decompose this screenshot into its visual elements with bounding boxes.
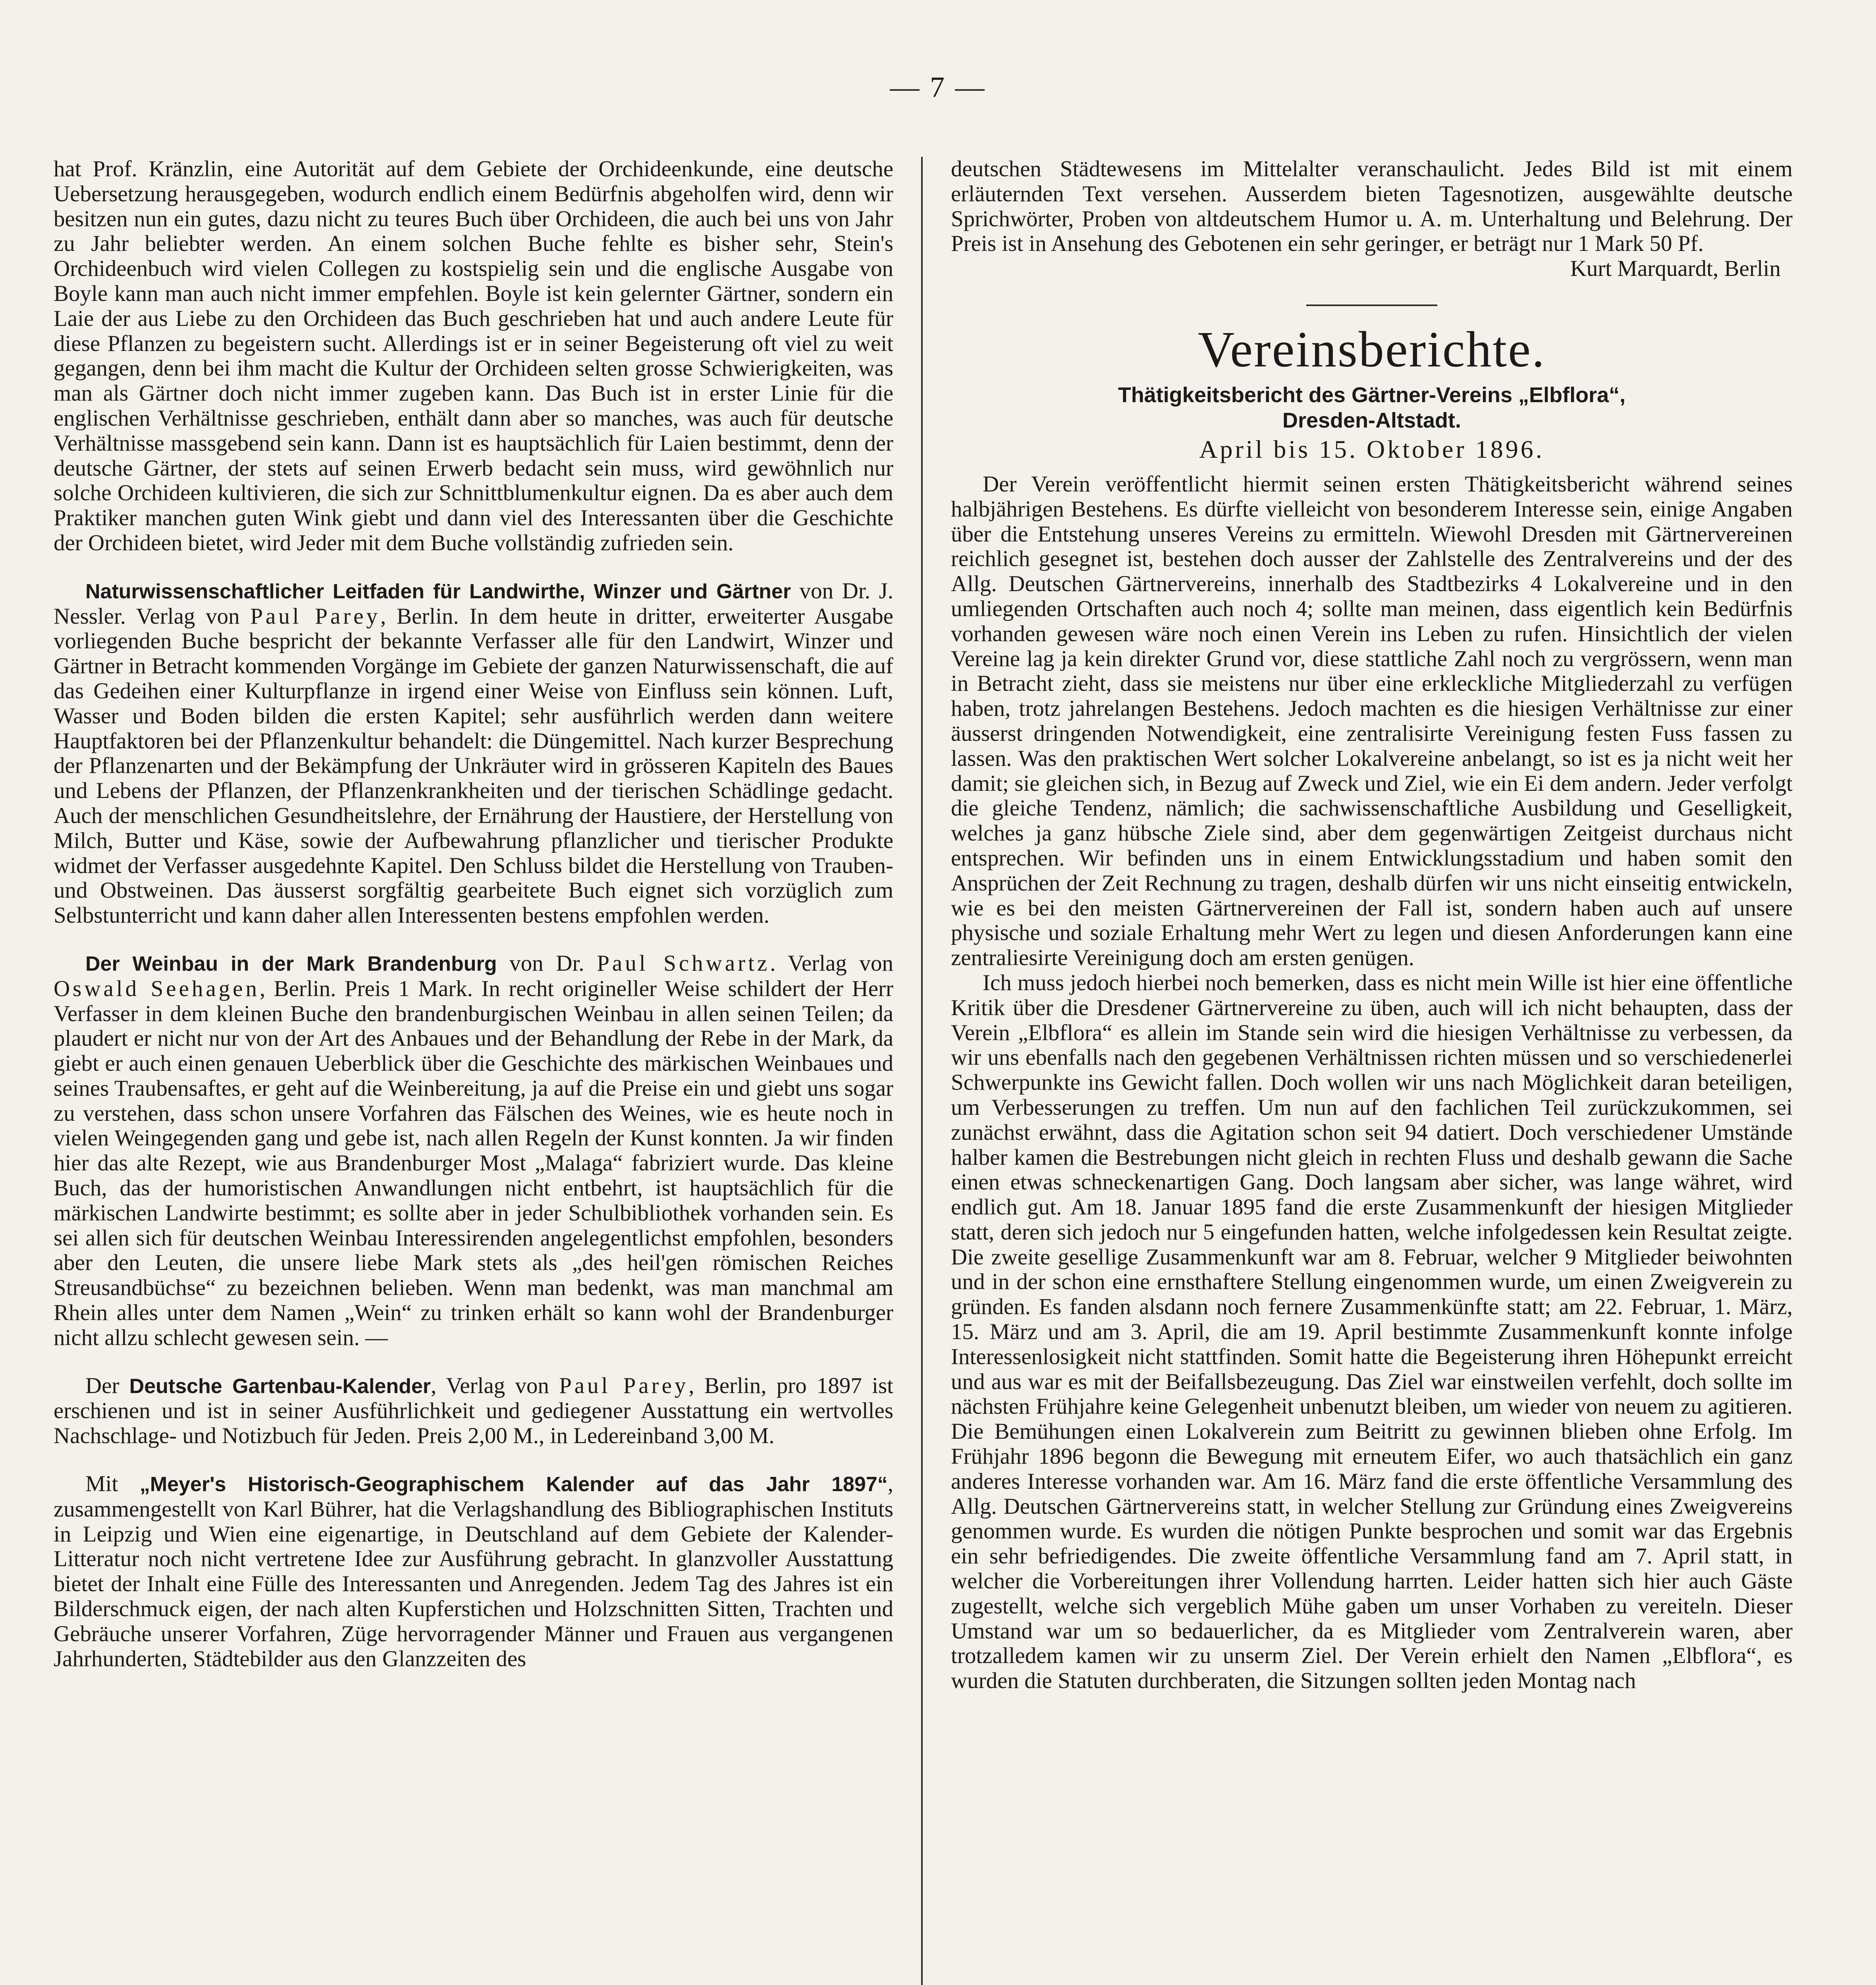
left-column [54, 157, 893, 1985]
review-meyers-title: „Meyer's Historisch-Geographischem Kalender auf das Jahr 1897“ [139, 1473, 888, 1496]
report-paragraph-2: Ich muss jedoch hierbei noch bemerken, dass es nicht mein Wille ist hier eine öffentliche Kritik über die Dresdener Gärtnervereine zu üben, auch will ich nicht behaupten, dass der Verein „Elbflora“ es allein im Stande sein wird die hiesigen Verhältnisse zu verbessen, da wir uns ebenfalls nach den gegebenen Verhältnissen richten müssen und so verschiedenerlei Schwerpunkte ins Gewicht fallen. Doch wollen wir uns nach Möglichkeit daran beteiligen, um Verbesserungen zu treffen. Um nun auf den fachlichen Teil zurückzukommen, sei zunächst erwähnt, dass die Agitation schon seit 94 datiert. Doch verschiedener Umstände halber kamen die Bestrebungen nicht gleich in rechten Fluss und deshalb gewann die Sache einen etwas schneckenartigen Gang. Doch langsam aber sicher, was lange währet, wird endlich gut. Am 18. Januar 1895 fand die erste Zusammenkunft der hiesigen Mitglieder statt, deren sich jedoch nur 5 eingefunden hatten, welche infolgedessen kein Resultat zeigte. Die zweite gesellige Zusammenkunft war am 8. Februar, welcher 9 Mitglieder beiwohnten und in der schon eine ernsthaftere Stellung eingenommen wurde, um einen Zweigverein zu gründen. Es fanden alsdann noch fernere Zusammenkünfte statt; am 22. Februar, 1. März, 15. März und am 3. April, die am 19. April bestimmte Zusammenkunft konnte infolge Interessenlosigkeit nicht stattfinden. Somit hatte die Begeisterung ihren Höhepunkt erreicht und aus war es mit der Beifallsbezeugung. Das Ziel war einstweilen verfehlt, doch sollte im nächsten Frühjahre keine Gelegenheit unbenutzt bleiben, um wieder von neuem zu agitieren. Die Bemühungen einen Lokalverein zum Beitritt zu gewinnen blieben ohne Erfolg. Im Frühjahr 1896 begonn die Bewegung mit erneutem Eifer, wo auch thatsächlich ein ganz anderes Interesse vorhanden war. Am 16. März fand die erste öffentliche Versammlung des Allg. Deutschen Gärtnervereins statt, in welcher Stellung zur Gründung eines Zweigvereins genommen wurde. Es wurden die nötigen Punkte besprochen und somit war das Ergebnis ein sehr befriedigendes. Die zweite öffentliche Versammlung fand am 7. April statt, in welcher die Vorbereitungen ihrer Vollendung harrten. Leider hatten sich hier auch Gäste zugestellt, welche sich vergeblich Mühe gaben um unser Vorhaben zu vereiteln. Dieser Umstand war um so bedauerlicher, da es Mitglieder vom Zentralverein waren, aber trotzalledem kamen wir zu unserm Ziel. Der Verein erhielt den Namen „Elbflora“, es wurden die Statuten durchberaten, die Sitzungen sollten jeden Montag nach [951, 970, 1793, 1694]
review-gartenbau-publisher: Paul Parey [559, 1373, 689, 1398]
report-title-line1: Thätigkeitsbericht des Gärtner-Vereins „Elbflora“, [1118, 383, 1626, 407]
report-title-line2: Dresden-Altstadt. [1282, 408, 1461, 432]
review-weinbau-publisher: Oswald Seehagen [54, 976, 260, 1001]
section-separator [1306, 304, 1437, 306]
review-weinbau-author: Paul Schwartz [597, 950, 770, 976]
review-gartenbau-text: , Berlin, pro 1897 ist erschienen und ist in seiner Ausführlichkeit und gediegener Ausstattung ein wertvolles Nachschlage- und Notizbuch für Jeden. Preis 2,00 M., in Ledereinband 3,00 M. [54, 1373, 893, 1449]
page-number: — 7 — [890, 71, 986, 104]
review-leitfaden-title: Naturwissenschaftlicher Leitfaden für Landwirthe, Winzer und Gärtner [85, 580, 791, 603]
section-title: Vereinsberichte. [1197, 321, 1546, 378]
review-leitfaden-publisher: Paul Parey [250, 603, 381, 629]
review-weinbau-text: , Berlin. Preis 1 Mark. In recht origineller Weise schildert der Herr Verfasser in dem kleinen Buche den brandenburgischen Weinbau in allen seinen Teilen; da plaudert er nicht nur von der Art des Anbaues und der Behandlung der Rebe in der Mark, da giebt er auch einen genauen Ueberblick über die Geschichte des märkischen Weinbaues und seines Traubensaftes, er geht auf die Weinbereitung, ja auf die Preise ein und giebt uns sogar zu verstehen, dass schon unsere Vorfahren das Fälschen des Weines, wie es heute noch in vielen Weingegenden gang und gebe ist, nach allen Regeln der Kunst konnten. Ja wir finden hier das alte Rezept, wie aus Brandenburger Most „Malaga“ fabriziert wurde. Das kleine Buch, das der humoristischen Anwandlungen nicht entbehrt, ist hauptsächlich für die märkischen Landwirte bestimmt; es sollte aber in jeder Schulbibliothek vorhanden sein. Es sei allen sich für deutschen Weinbau Interessirenden angelegentlichst empfohlen, besonders aber den Leuten, die unsere liebe Mark stets als „des heil'gen römischen Reiches Streusandbüchse“ zu bezeichnen belieben. Wenn man bedenkt, was man manchmal am Rhein alles unter dem Namen „Wein“ zu trinken erhält so kann wohl der Brandenburger nicht allzu schlecht gewesen sein. — [54, 976, 893, 1350]
report-dates: April bis 15. Oktober 1896. [1199, 435, 1544, 463]
column-divider [921, 157, 923, 1985]
review-leitfaden-text: , Berlin. In dem heute in dritter, erweiterter Ausgabe vorliegenden Buche bespricht der bekannte Verfasser alle für den Landwirt, Winzer und Gärtner in Betracht kommenden Vorgänge im Gebiete der ganzen Naturwissenschaft, die auf das Gedeihen einer Kulturpflanze in irgend einer Weise von Einfluss sein können. Luft, Wasser und Boden bilden die ersten Kapitel; sehr ausführlich werden dann weitere Hauptfaktoren bei der Pflanzenkultur behandelt: die Düngemittel. Nach kurzer Besprechung der Pflanzenarten und der Bekämpfung der Unkräuter wird in grösseren Kapiteln des Baues und Lebens der Pflanzen, der Pflanzenkrankheiten und der tierischen Schädlinge gedacht. Auch der menschlichen Gesundheitslehre, der Ernährung der Haustiere, der Herstellung von Milch, Butter und Käse, sowie der Aufbewahrung pflanzlicher und tierischer Produkte widmet der Verfasser ausgedehnte Kapitel. Den Schluss bildet die Herstellung von Trauben- und Obstweinen. Das äusserst sorgfältig gearbeitete Buch eignet sich vorzüglich zum Selbstunterricht und kann daher allen Interessenten bestens empfohlen werden. [54, 603, 893, 928]
review-weinbau-by: von Dr. [497, 950, 597, 976]
review-meyers-kalender [54, 1472, 893, 1671]
report-paragraph-1: Der Verein veröffentlicht hiermit seinen ersten Thätigkeitsbericht während seines halbjährigen Bestehens. Es dürfte vielleicht von besonderem Interesse sein, einige Angaben über die Entstehung unseres Vereins zu ermitteln. Wiewohl Dresden mit Gärtnervereinen reichlich gesegnet ist, bestehen doch ausser der Zahlstelle des Zentralvereins und der des Allg. Deutschen Gärtnervereins, innerhalb des Stadtbezirks 4 Lokalvereine und in den umliegenden Ortschaften auch noch 4; sollte man meinen, dass eigentlich kein Bedürfnis vorhanden gewesen wäre noch einen Verein ins Leben zu rufen. Hinsichtlich der vielen Vereine lag ja kein direkter Grund vor, diese stattliche Zahl noch zu vergrössern, wenn man in Betracht zieht, dass sie meistens nur über eine erkleckliche Mitgliederzahl zu verfügen haben, trotz jahrelangen Bestehens. Jedoch machten es die hiesigen Verhältnisse zur einer äusserst dringenden Notwendigkeit, eine zentralisirte Vereinigung festen Fuss fassen zu lassen. Was den praktischen Wert solcher Lokalvereine anbelangt, so ist es ja nicht weit her damit; sie gleichen sich, in Bezug auf Zweck und Ziel, wie ein Ei dem andern. Jeder verfolgt die gleiche Tendenz, nämlich; die sachwissenschaftliche Ausbildung und Geselligkeit, welches ja ganz hübsche Ziele sind, aber dem gegenwärtigen Zeitgeist durchaus nicht entsprechen. Wir befinden uns in einem Entwicklungsstadium und haben somit den Ansprüchen der Zeit Rechnung zu tragen, deshalb dürfen wir uns nicht einseitig entwickeln, wie es bei den meisten Gärtnervereinen der Fall ist, sondern haben auch auf unsere physische und soziale Erhaltung mehr Wert zu legen und diesen Anforderungen kann eine zentraliesirte Vereinigung doch am ersten genügen. [951, 471, 1793, 971]
review-meyers-pre: Mit [85, 1471, 140, 1497]
orchid-review-continuation: hat Prof. Kränzlin, eine Autorität auf dem Gebiete der Orchideenkunde, eine deutsche Uebersetzung herausgegeben, wodurch endlich einem Bedürfnis abgeholfen wird, denn wir besitzen nun ein gutes, dazu nicht zu teures Buch über Orchideen, die auch bei uns von Jahr zu Jahr beliebter werden. An einem solchen Buche fehlte es bisher sehr, Stein's Orchideenbuch wird vielen Collegen zu kostspielig sein und die englische Ausgabe von Boyle kann man auch nicht immer empfehlen. Boyle ist kein gelernter Gärtner, sondern ein Laie der aus Liebe zu den Orchideen das Buch geschrieben hat und auch andere Leute für diese Pflanzen zu begeistern sucht. Allerdings ist er in seiner Begeisterung oft viel zu weit gegangen, denn bei ihm macht die Kultur der Orchideen selten grosse Schwierigkeiten, was man als Gärtner doch nicht immer zugeben kann. Das Buch ist in erster Linie für die englischen Verhältnisse geschrieben, enthält dann aber so manches, was auch für deutsche Verhältnisse massgebend sein kann. Dann ist es hauptsächlich für Laien bestimmt, denn der deutsche Gärtner, der stets auf seinen Erwerb bedacht sein muss, wird gewöhnlich nur solche Orchideen kultivieren, die sich zur Schnittblumenkultur eignen. Da es aber auch dem Praktiker manchen guten Wink giebt und dann viel des Interessanten über die Geschichte der Orchideen bietet, wird Jeder mit dem Buche vollständig zufrieden sein. [54, 157, 893, 555]
meyers-review-continuation: deutschen Städtewesens im Mittelalter veranschaulicht. Jedes Bild ist mit einem erläuternden Text versehen. Ausserdem bieten Tagesnotizen, ausgewählte deutsche Sprichwörter, Proben von altdeutschem Humor u. A. m. Unterhaltung und Belehrung. Der Preis ist in Ansehung des Gebotenen ein sehr geringer, er beträgt nur 1 Mark 50 Pf. [951, 157, 1793, 256]
review-weinbau [54, 951, 893, 1351]
review-weinbau-verlag: . Verlag von [770, 950, 893, 976]
review-weinbau-title: Der Weinbau in der Mark Brandenburg [85, 952, 497, 975]
review-gartenbau-kalender [54, 1374, 893, 1449]
right-column [951, 157, 1793, 1985]
review-gartenbau-title: Deutsche Gartenbau-Kalender [129, 1374, 431, 1398]
review-gartenbau-verlag: , Verlag von [431, 1373, 559, 1398]
review-leitfaden [54, 579, 893, 928]
review-meyers-text: , zusammengestellt von Karl Bührer, hat die Verlagshandlung des Bibliographischen Instituts in Leipzig und Wien eine eigenartige, in Deutschland auf dem Gebiete der Kalender-Litteratur noch nicht vertretene Idee zur Ausführung gebracht. In glanzvoller Ausstattung bietet der Inhalt eine Fülle des Interessanten und Anregenden. Jedem Tag des Jahres ist ein Bilderschmuck eigen, der nach alten Kupferstichen und Holzschnitten Sitten, Trachten und Gebräuche unserer Vorfahren, Züge hervorragender Männer und Frauen aus vergangenen Jahrhunderten, Städtebilder aus den Glanzzeiten des [54, 1471, 893, 1671]
review-signature: Kurt Marquardt, Berlin [1570, 256, 1781, 281]
review-leitfaden-author: von Dr. J. Nessler. Verlag von [54, 578, 893, 629]
review-gartenbau-pre: Der [85, 1373, 129, 1398]
